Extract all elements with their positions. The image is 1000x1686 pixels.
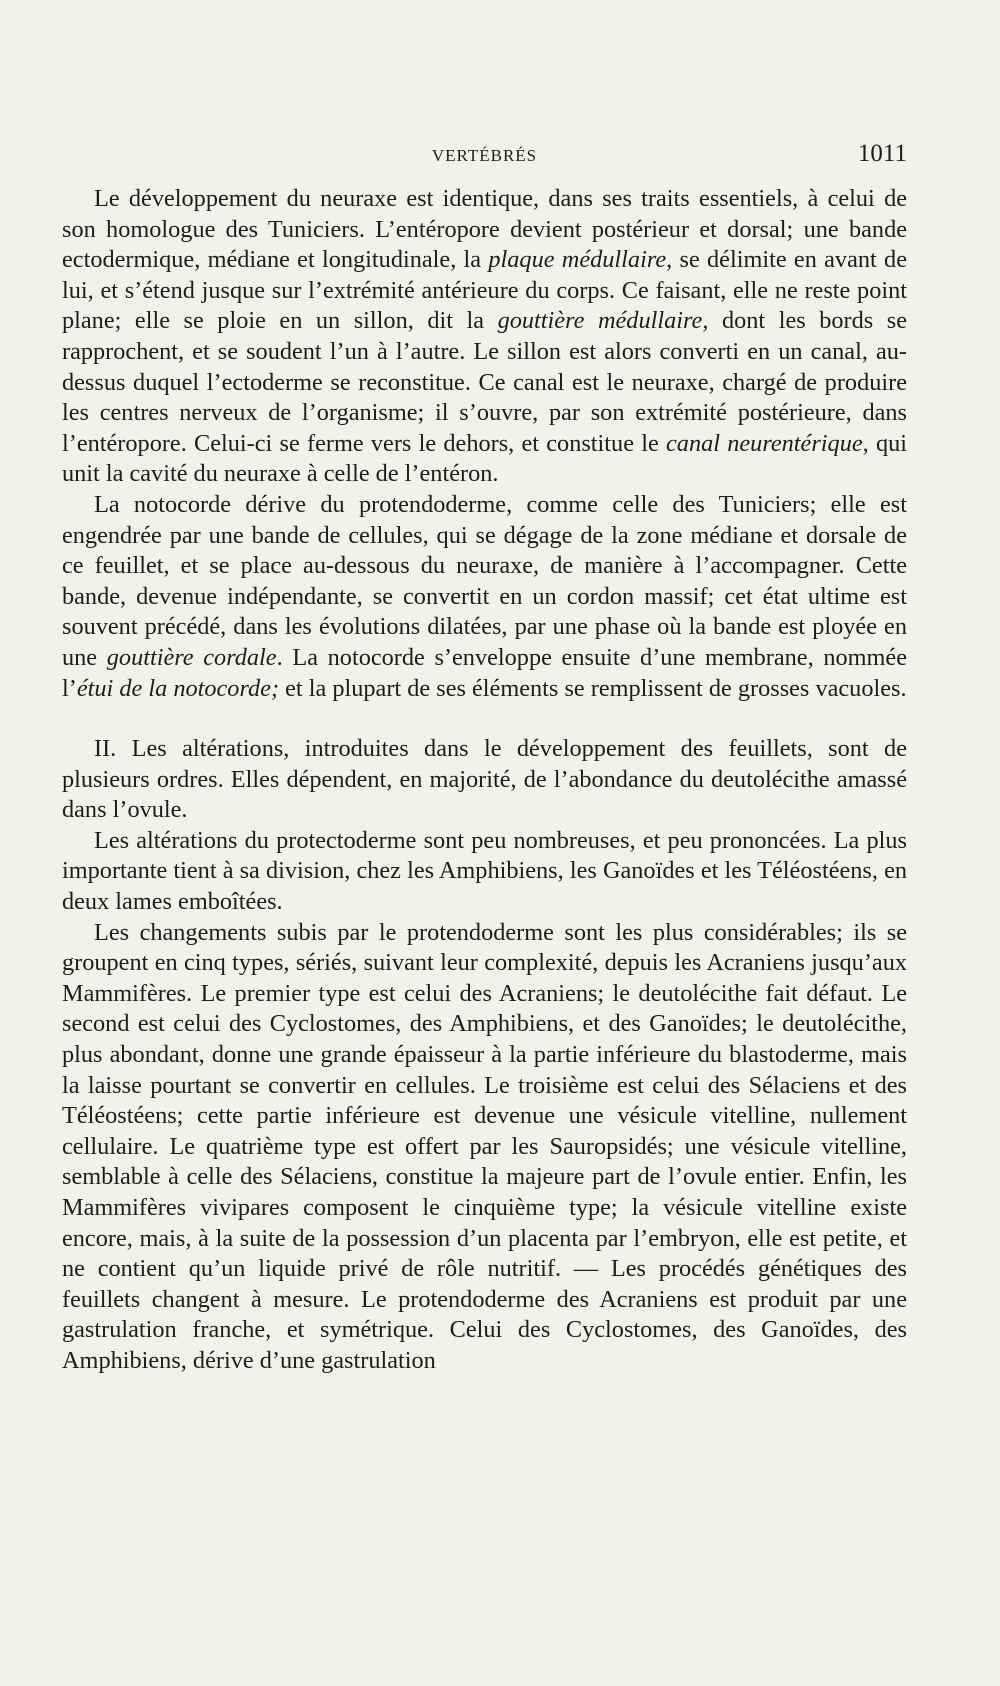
paragraph-neuraxe xyxy=(62,184,907,490)
body-text xyxy=(62,184,907,1377)
paragraph-protendoderme xyxy=(62,918,907,1377)
text-segment: Le développement du neuraxe est identique, dans ses traits essentiels, à celui de son homologue des Tuniciers. L’entéropore devient postérieur et dorsal; une bande ectodermique, médiane et longitudinale, la xyxy=(62,185,907,274)
text-segment: La notocorde dérive du protendoderme, comme celle des Tuniciers; elle est engendrée par une bande de cellules, qui se dégage de la zone médiane et dorsale de ce feuillet, et se place au-dessous du neuraxe, de manière à l’accompagner. Cette bande, devenue indépendante, se convertit en un cordon massif; cet état ultime est souvent précédé, dans les évolutions dilatées, par une phase où la bande est ployée en une xyxy=(62,490,907,671)
paragraph-section-ii xyxy=(62,734,907,826)
page-number: 1011 xyxy=(857,140,907,167)
text-segment: et la plupart de ses éléments se remplissent de grosses vacuoles. xyxy=(279,674,907,702)
text-segment: Les altérations du protectoderme sont peu nombreuses, et peu prononcées. La plus importante tient à sa division, chez les Amphibiens, les Ganoïdes et les Téléostéens, en deux lames emboîtées. xyxy=(62,826,907,916)
italic-term: plaque médullaire xyxy=(488,246,667,274)
text-segment: , qui unit la cavité du neuraxe à celle de l’entéron. xyxy=(62,429,907,488)
italic-term: gouttière médullaire xyxy=(497,307,703,335)
italic-term: canal neurentérique xyxy=(666,429,863,457)
paragraph-protectoderme xyxy=(62,826,907,918)
text-segment: , se délimite en avant de lui, et s’étend jusque sur l’extrémité antérieure du corps. Ce faisant, elle ne reste point plane; elle se ploie en un sillon, dit la xyxy=(62,246,907,335)
text-segment: Les changements subis par le protendoderme sont les plus considérables; ils se groupent en cinq types, sériés, suivant leur complexité, depuis les Acraniens jusqu’aux Mammifères. Le premier type est celui des Acraniens; le deutolécithe fait défaut. Le second est celui des Cyclostomes, des Amphibiens, et des Ganoïdes; le deutolécithe, plus abondant, donne une grande épaisseur à la partie inférieure du blastoderme, mais la laisse pourtant se convertir en cellules. Le troisième est celui des Sélaciens et des Téléostéens; cette partie inférieure est devenue une vésicule vitelline, nullement cellulaire. Le quatrième type est offert par les Sauropsidés; une vésicule vitelline, semblable à celle des Sélaciens, constitue la majeure part de l’ovule entier. Enfin, les Mammifères vivipares composent le cinquième type; la vésicule vitelline existe encore, mais, à la suite de la possession d’un placenta par l’embryon, elle est petite, et ne contient qu’un liquide privé de rôle nutritif. — Les procédés génétiques des feuillets changent à mesure. Le protendoderme des Acraniens est produit par une gastrulation franche, et symétrique. Celui des Cyclostomes, des Ganoïdes, des Amphibiens, dérive d’une gastrulation xyxy=(62,918,907,1374)
paragraph-notocorde xyxy=(62,490,907,704)
text-segment: . La notocorde s’enveloppe ensuite d’une membrane, nommée l’ xyxy=(62,643,908,702)
running-head-title: VERTÉBRÉS xyxy=(431,146,538,165)
italic-term: étui de la notocorde; xyxy=(76,674,280,702)
running-head xyxy=(62,140,907,180)
italic-term: gouttière cordale xyxy=(106,643,277,671)
text-segment: II. Les altérations, introduites dans le développement des feuillets, sont de plusieurs ordres. Elles dépendent, en majorité, de l’abondance du deutolécithe amassé dans l’ovule. xyxy=(62,735,907,824)
text-segment: , dont les bords se rapprochent, et se soudent l’un à l’autre. Le sillon est alors converti en un canal, au-dessus duquel l’ectoderme se reconstitue. Ce canal est le neuraxe, chargé de produire les centres nerveux de l’organisme; il s’ouvre, par son extrémité postérieure, dans l’entéropore. Celui-ci se ferme vers le dehors, et constitue le xyxy=(62,307,907,457)
